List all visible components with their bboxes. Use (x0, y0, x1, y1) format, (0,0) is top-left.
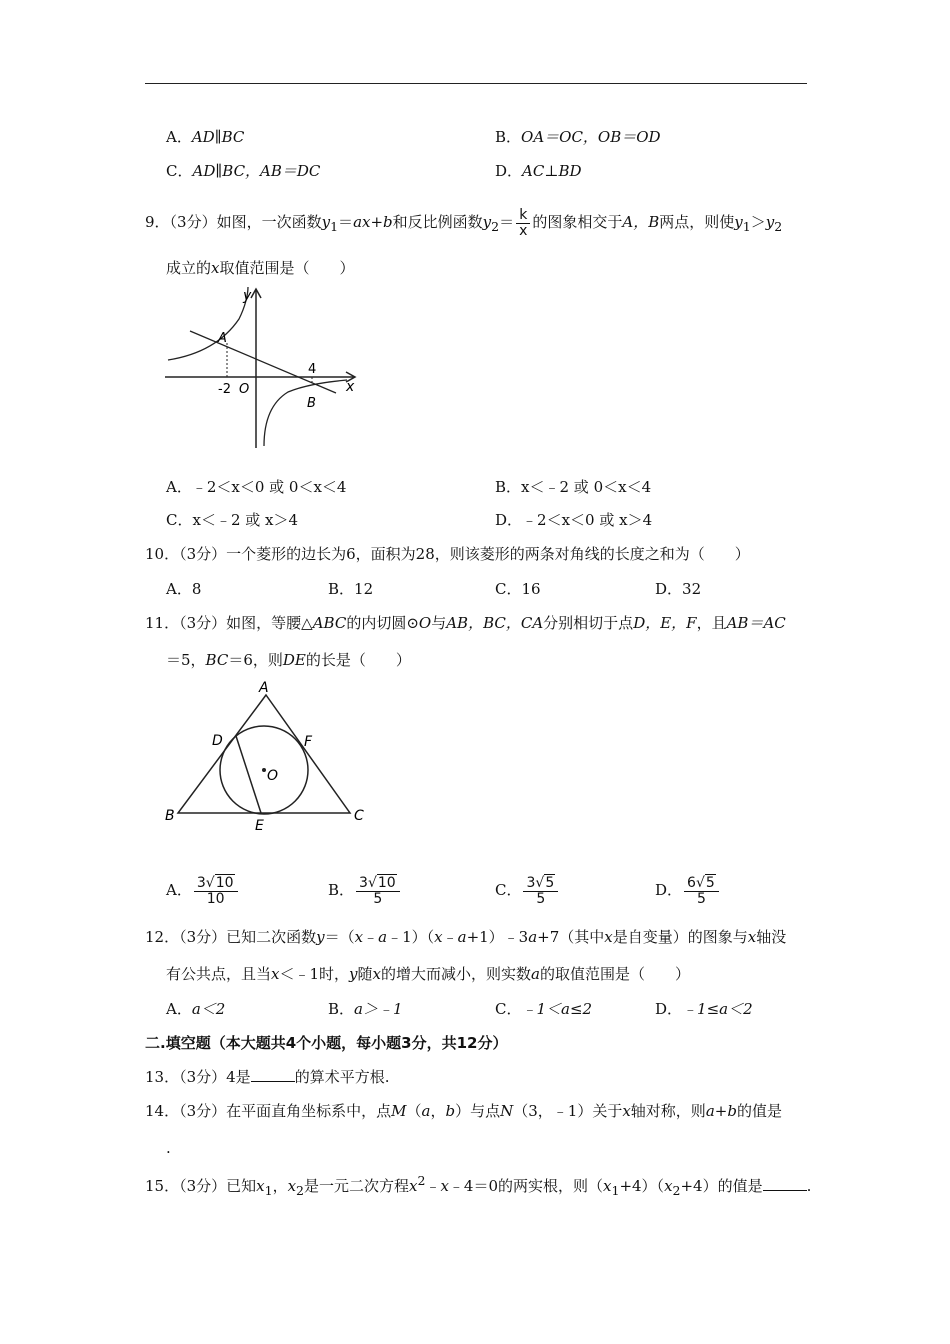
q10-stem: 10．（3分）一个菱形的边长为6，面积为28，则该菱形的两条对角线的长度之和为（ ） (145, 545, 750, 563)
hyperbola-upper-left (168, 287, 248, 360)
point-f-label: F (304, 734, 313, 750)
hyperbola-lower-right (264, 380, 347, 446)
vertex-a-label: A (259, 680, 269, 696)
vertex-b-label: B (165, 808, 175, 824)
q12-option-d[interactable]: D．﹣1≤a＜2 (655, 1000, 753, 1018)
x-axis-label: x (346, 379, 355, 395)
point-b-label: B (307, 396, 316, 411)
section-2-title: 二.填空题（本大题共4个小题，每小题3分，共12分） (145, 1034, 508, 1052)
q10-option-c[interactable]: C．16 (495, 580, 541, 598)
q10-option-d[interactable]: D．32 (655, 580, 702, 598)
q11-stem-line2: ＝5，BC＝6，则DE的长是（ ） (166, 651, 411, 669)
vertex-c-label: C (354, 808, 364, 824)
q11-option-a[interactable]: A． $\frac{3√10}{10}$ (166, 868, 240, 912)
q11-option-b[interactable]: B． $\frac{3√10}{5}$ (328, 868, 402, 912)
q11-stem: 11．（3分）如图，等腰△ABC的内切圆⊙O与AB，BC，CA分别相切于点D，E，F，且AB＝AC (145, 614, 786, 632)
q11-option-c[interactable]: C． $\frac{3√5}{5}$ (495, 868, 560, 912)
q14-stem-line2: . (166, 1139, 171, 1157)
point-d-label: D (212, 733, 223, 749)
q10-option-b[interactable]: B．12 (328, 580, 374, 598)
q9-option-a[interactable]: A．﹣2＜x＜0 或 0＜x＜4 (166, 478, 347, 496)
q9-option-b[interactable]: B．x＜﹣2 或 0＜x＜4 (495, 478, 652, 496)
q15-answer-blank[interactable] (763, 1176, 807, 1191)
q13-stem: 13．（3分）4是 的算术平方根. (145, 1068, 390, 1086)
q12-stem: 12．（3分）已知二次函数y＝（x﹣a﹣1）（x﹣a+1）﹣3a+7（其中x是自变量）的图象与x轴没 (145, 928, 787, 946)
q8-option-a[interactable]: A．AD∥BC (166, 128, 245, 146)
q11-figure (160, 675, 375, 835)
q9-graph (160, 283, 365, 453)
q9-option-d[interactable]: D．﹣2＜x＜0 或 x＞4 (495, 511, 653, 529)
k-over-x-fraction: $\frac{k}{x}$ (516, 208, 530, 239)
q9-option-c[interactable]: C．x＜﹣2 或 x＞4 (166, 511, 299, 529)
q15-stem: 15．（3分）已知$x_1$，$x_2$是一元二次方程$x^2﹣x﹣4=0$的两实根，则$(x_1+4)(x_2+4)$的值是 . (145, 1173, 812, 1198)
q8-option-d[interactable]: D．AC⊥BD (495, 162, 582, 180)
q9-stem: 9．（3分）如图，一次函数$y_1=ax+b$和反比例函数$y_2=$ $\frac{k}{x}$ 的图象相交于A，B两点，则使$y_1>y_2$ (145, 206, 783, 239)
center-o-dot (262, 768, 266, 772)
y-axis-label: y (243, 288, 252, 304)
center-o-label: O (267, 768, 279, 784)
q8-option-c[interactable]: C．AD∥BC，AB＝DC (166, 162, 321, 180)
q10-option-a[interactable]: A．8 (166, 580, 202, 598)
q12-stem-line2: 有公共点，且当x＜﹣1时，y随x的增大而减小，则实数a的取值范围是（ ） (166, 965, 690, 983)
q12-option-c[interactable]: C．﹣1＜a≤2 (495, 1000, 593, 1018)
q13-answer-blank[interactable] (251, 1067, 295, 1082)
origin-label: O (239, 382, 250, 397)
q11-option-d[interactable]: D． $\frac{6√5}{5}$ (655, 868, 721, 912)
segment-de (236, 736, 261, 813)
point-e-label: E (255, 818, 264, 834)
header-rule (145, 83, 807, 84)
triangle-abc (178, 695, 350, 813)
tick-neg2-label: -2 (218, 382, 231, 397)
q8-option-b[interactable]: B．OA＝OC，OB＝OD (495, 128, 661, 146)
q12-option-a[interactable]: A．a＜2 (166, 1000, 226, 1018)
q12-option-b[interactable]: B．a＞﹣1 (328, 1000, 403, 1018)
q14-stem: 14．（3分）在平面直角坐标系中，点M（a，b）与点N（3，﹣1）关于x轴对称，则a+b的值是 (145, 1102, 782, 1120)
point-a-label: A (218, 331, 227, 346)
q9-stem-line2: 成立的x取值范围是（ ） (166, 259, 355, 277)
tick-4-label: 4 (308, 362, 317, 377)
